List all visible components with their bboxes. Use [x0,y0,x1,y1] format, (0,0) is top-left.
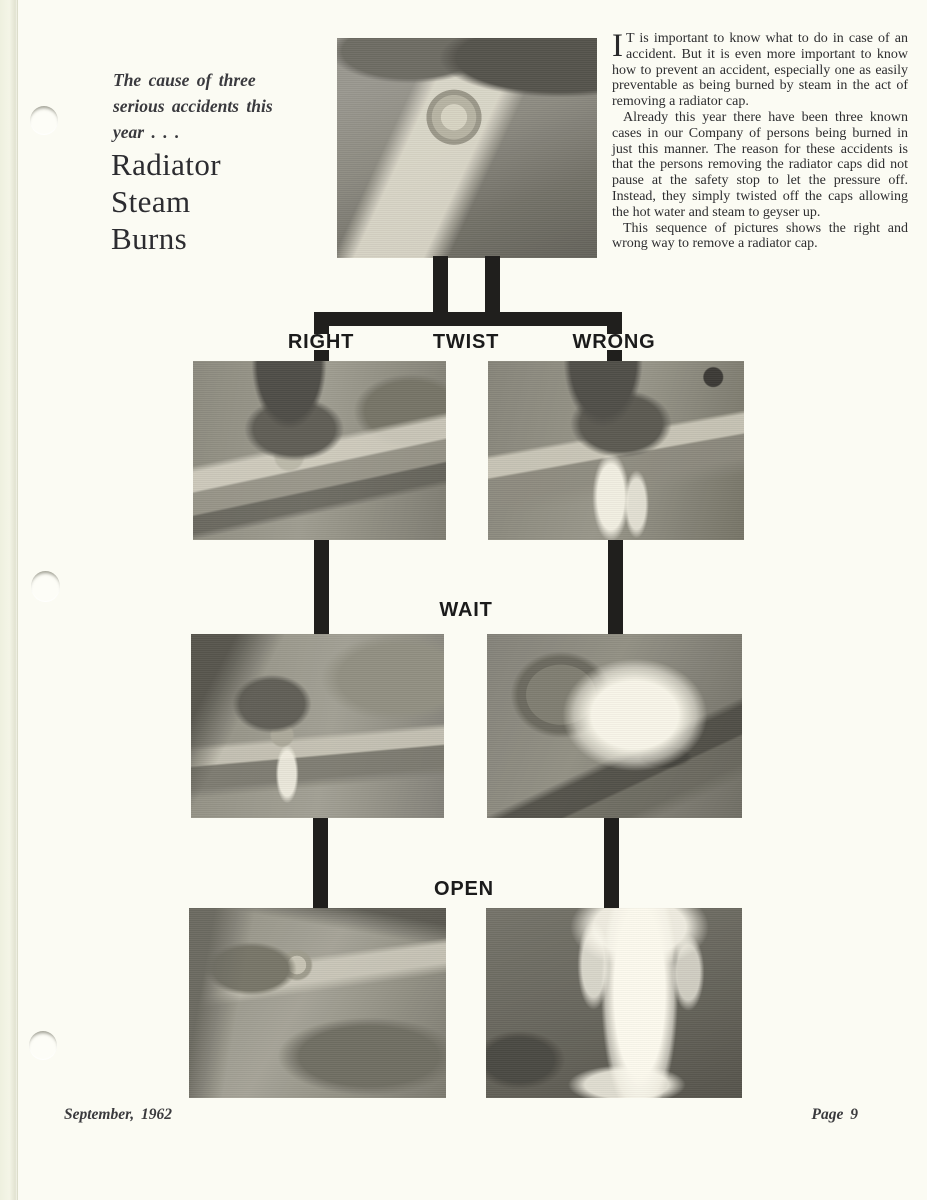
title-line: Steam [111,184,191,219]
article-title [111,146,331,257]
connector-bar [314,312,622,326]
article-kicker [113,67,328,145]
photo-radiator-cap-closeup [337,38,597,258]
kicker-line: serious accidents this [113,96,273,116]
article-body [612,28,908,252]
paragraph-text: T is important to know what to do in case of an accident. But it is even more important to know how to prevent an accident, especially one as easily preventable as being burned by steam in the act of removing a radiator cap. [612,31,908,110]
kicker-line: year . . . [113,122,180,142]
connector-bar [433,256,448,314]
sequence-label-wrong: WRONG [572,331,656,353]
footer-date: September, 1962 [64,1106,173,1123]
paragraph [612,28,908,110]
paragraph: This sequence of pictures shows the right and wrong way to remove a radiator cap. [612,220,908,252]
title-line: Burns [111,221,188,256]
sequence-label-twist: TWIST [432,331,500,353]
footer-page-number: Page 9 [811,1106,858,1123]
connector-bar [485,256,500,314]
drop-cap: I [612,28,623,64]
photo-wrong-open [486,908,742,1098]
punch-hole [29,1031,57,1060]
punch-hole [31,571,60,602]
punch-hole [30,106,58,135]
connector-bar [314,540,329,635]
page-left-edge [0,0,18,1200]
connector-bar [313,818,328,909]
photo-wrong-wait [487,634,742,818]
photo-right-twist [193,361,446,540]
connector-bar [608,540,623,635]
sequence-label-open: OPEN [434,878,494,900]
paragraph: Already this year there have been three known cases in our Company of persons being burned in just this manner. The reason for these accidents is that the persons removing the radiator caps did not pause at the safety stop to let the pressure off. Instead, they simply twisted off the caps allowing the hot water and steam to geyser up. [612,109,908,220]
photo-right-open [189,908,446,1098]
photo-wrong-twist [488,361,744,540]
title-line: Radiator [111,147,221,182]
kicker-line: The cause of three [113,70,256,90]
photo-right-wait [191,634,444,818]
sequence-label-wait: WAIT [439,599,493,621]
connector-bar [604,818,619,909]
sequence-label-right: RIGHT [287,331,355,353]
